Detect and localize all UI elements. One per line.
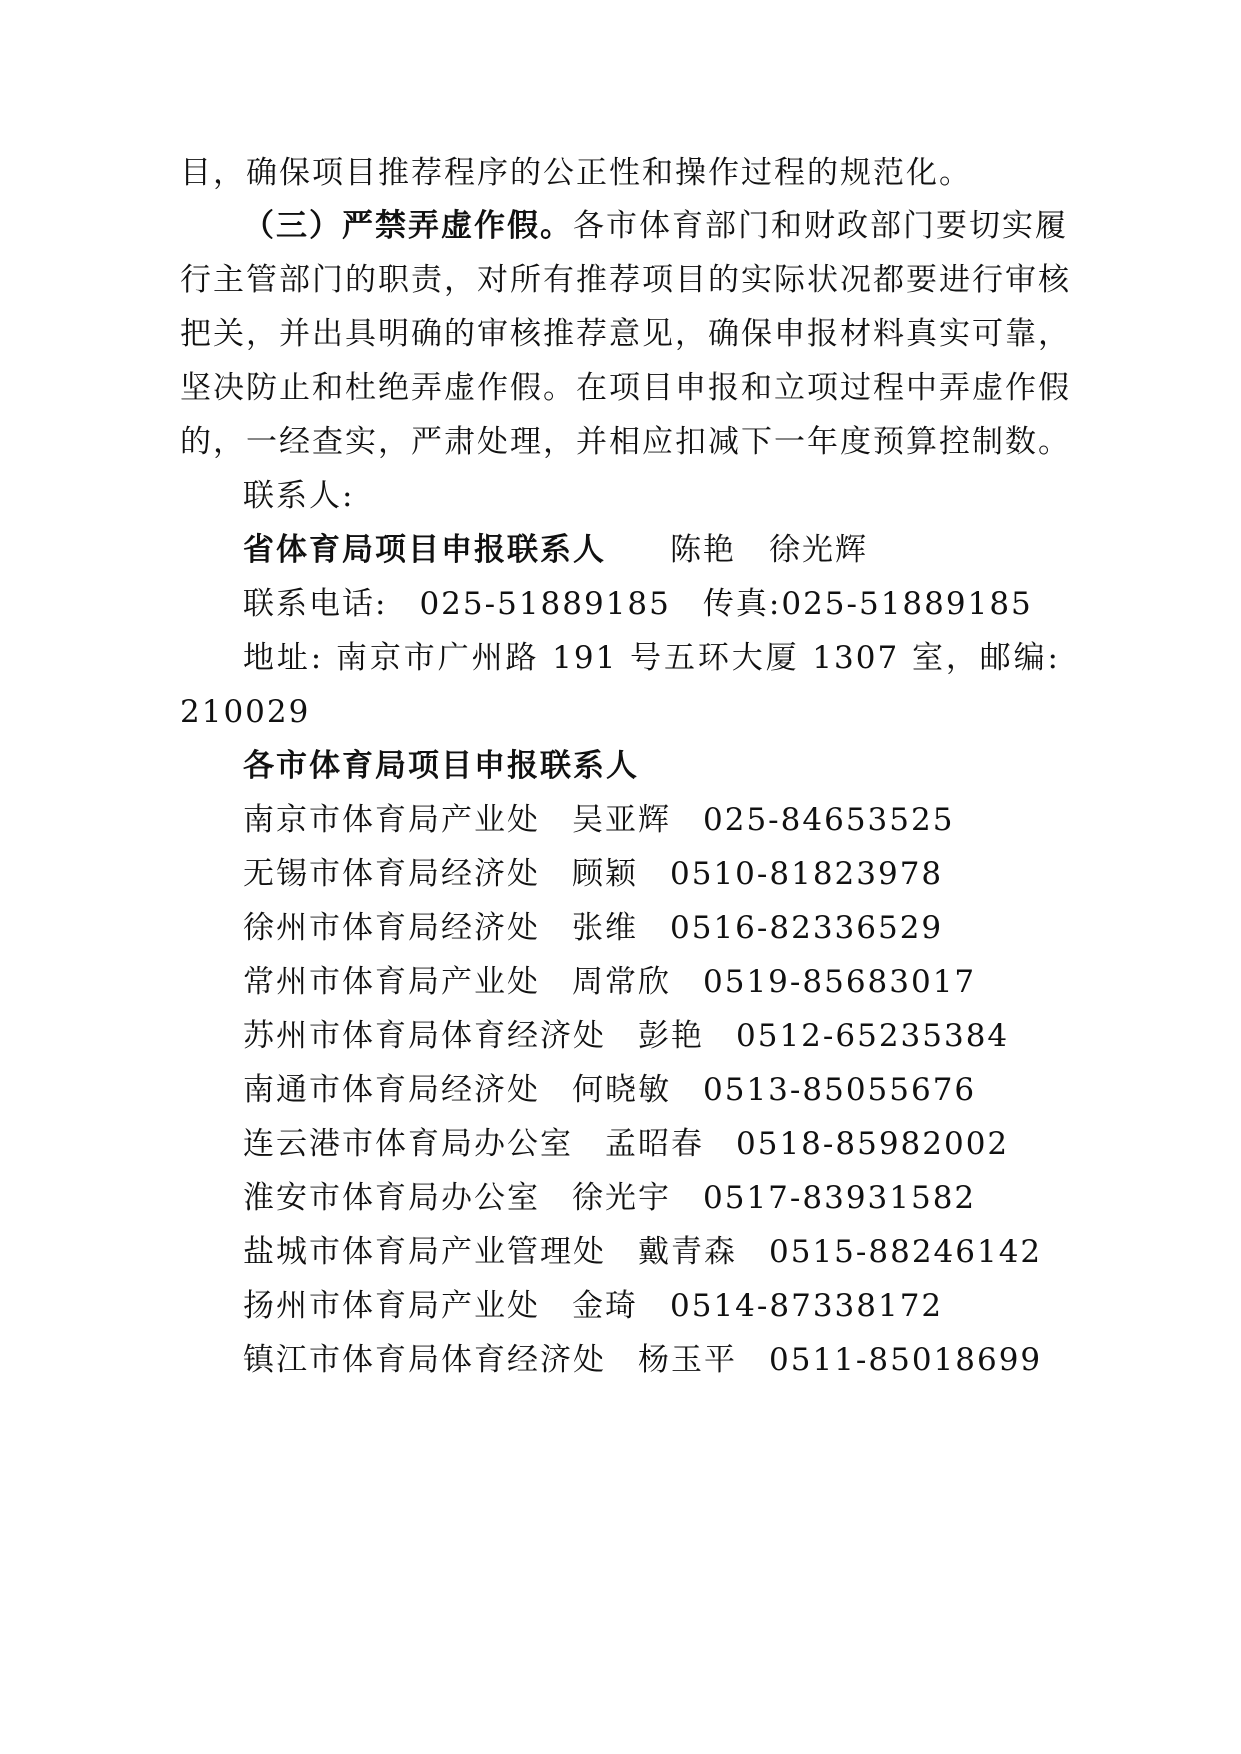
contact-person: 顾颖 [572, 856, 638, 892]
paragraph-end-text: 目，确保项目推荐程序的公正性和操作过程的规范化。 [180, 155, 972, 191]
contact-phone: 0518-85982002 [736, 1126, 1010, 1162]
section-3-line-5-text: 的，一经查实，严肃处理，并相应扣减下一年度预算控制数。 [180, 424, 1071, 460]
fax-label: 传真: [702, 586, 782, 622]
contact-org: 淮安市体育局办公室 [243, 1180, 540, 1216]
contact-org: 无锡市体育局经济处 [243, 856, 540, 892]
contact-person: 孟昭春 [605, 1126, 704, 1162]
contact-phone: 0517-83931582 [703, 1180, 977, 1216]
section-3-line-5 [180, 422, 1071, 462]
contact-org: 南通市体育局经济处 [243, 1072, 540, 1108]
provincial-contact-header [243, 530, 1060, 570]
city-contact-row [243, 1286, 1060, 1326]
city-contact-row [243, 854, 1060, 894]
section-3-line-3-text: 把关，并出具明确的审核推荐意见，确保申报材料真实可靠， [180, 316, 1071, 352]
paragraph-continuation [180, 153, 1060, 193]
city-contact-row [243, 1232, 1060, 1272]
contact-person: 彭艳 [638, 1018, 704, 1054]
city-contact-row [243, 800, 1060, 840]
fax-number: 025-51889185 [781, 586, 1033, 622]
contacts-label [243, 476, 1060, 516]
city-contact-row [243, 908, 1060, 948]
contact-org: 苏州市体育局体育经济处 [243, 1018, 606, 1054]
section-3-heading: （三）严禁弄虚作假。 [243, 208, 573, 244]
provincial-contact-names: 陈艳 徐光辉 [670, 532, 868, 568]
contact-person: 张维 [572, 910, 638, 946]
city-contact-row [243, 962, 1060, 1002]
section-3-line-1-text: 各市体育部门和财政部门要切实履 [573, 208, 1068, 244]
contact-phone: 0516-82336529 [670, 910, 944, 946]
contact-phone: 0512-65235384 [736, 1018, 1010, 1054]
phone-number: 025-51889185 [419, 586, 671, 622]
contact-phone: 0519-85683017 [703, 964, 977, 1000]
contact-org: 连云港市体育局办公室 [243, 1126, 573, 1162]
contact-org: 盐城市体育局产业管理处 [243, 1234, 606, 1270]
contact-org: 南京市体育局产业处 [243, 802, 540, 838]
section-3-line-2-text: 行主管部门的职责，对所有推荐项目的实际状况都要进行审核 [180, 262, 1071, 298]
contact-person: 何晓敏 [572, 1072, 671, 1108]
city-contact-row [243, 1124, 1060, 1164]
provincial-contact-title: 省体育局项目申报联系人 [243, 532, 606, 568]
provincial-address-line-1 [243, 638, 1060, 678]
contact-person: 吴亚辉 [572, 802, 671, 838]
contact-person: 金琦 [572, 1288, 638, 1324]
contact-org: 徐州市体育局经济处 [243, 910, 540, 946]
provincial-phone-line [243, 584, 1060, 624]
address-text: 地址: 南京市广州路 191 号五环大厦 1307 室，邮编: [243, 640, 1060, 676]
city-contacts-heading: 各市体育局项目申报联系人 [243, 748, 639, 784]
section-3-line-4 [180, 368, 1071, 408]
contact-person: 杨玉平 [638, 1342, 737, 1378]
phone-label: 联系电话: [243, 586, 388, 622]
city-contact-row [243, 1016, 1060, 1056]
city-contacts-title [243, 746, 1060, 786]
city-contact-row [243, 1070, 1060, 1110]
contact-phone: 025-84653525 [703, 802, 955, 838]
contacts-label-text: 联系人: [243, 478, 355, 514]
contact-phone: 0513-85055676 [703, 1072, 977, 1108]
contact-org: 扬州市体育局产业处 [243, 1288, 540, 1324]
section-3-line-3 [180, 314, 1071, 354]
contact-org: 常州市体育局产业处 [243, 964, 540, 1000]
city-contact-row [243, 1178, 1060, 1218]
contact-phone: 0514-87338172 [670, 1288, 944, 1324]
city-contact-row [243, 1340, 1060, 1380]
contact-org: 镇江市体育局体育经济处 [243, 1342, 606, 1378]
contact-phone: 0511-85018699 [769, 1342, 1043, 1378]
section-3-line-4-text: 坚决防止和杜绝弄虚作假。在项目申报和立项过程中弄虚作假 [180, 370, 1071, 406]
contact-person: 戴青森 [638, 1234, 737, 1270]
section-3-line-1 [243, 206, 1068, 246]
contact-person: 徐光宇 [572, 1180, 671, 1216]
provincial-address-line-2 [180, 692, 1060, 732]
section-3-line-2 [180, 260, 1071, 300]
postal-code: 210029 [180, 694, 311, 730]
contact-person: 周常欣 [572, 964, 671, 1000]
contact-phone: 0510-81823978 [670, 856, 944, 892]
contact-phone: 0515-88246142 [769, 1234, 1043, 1270]
